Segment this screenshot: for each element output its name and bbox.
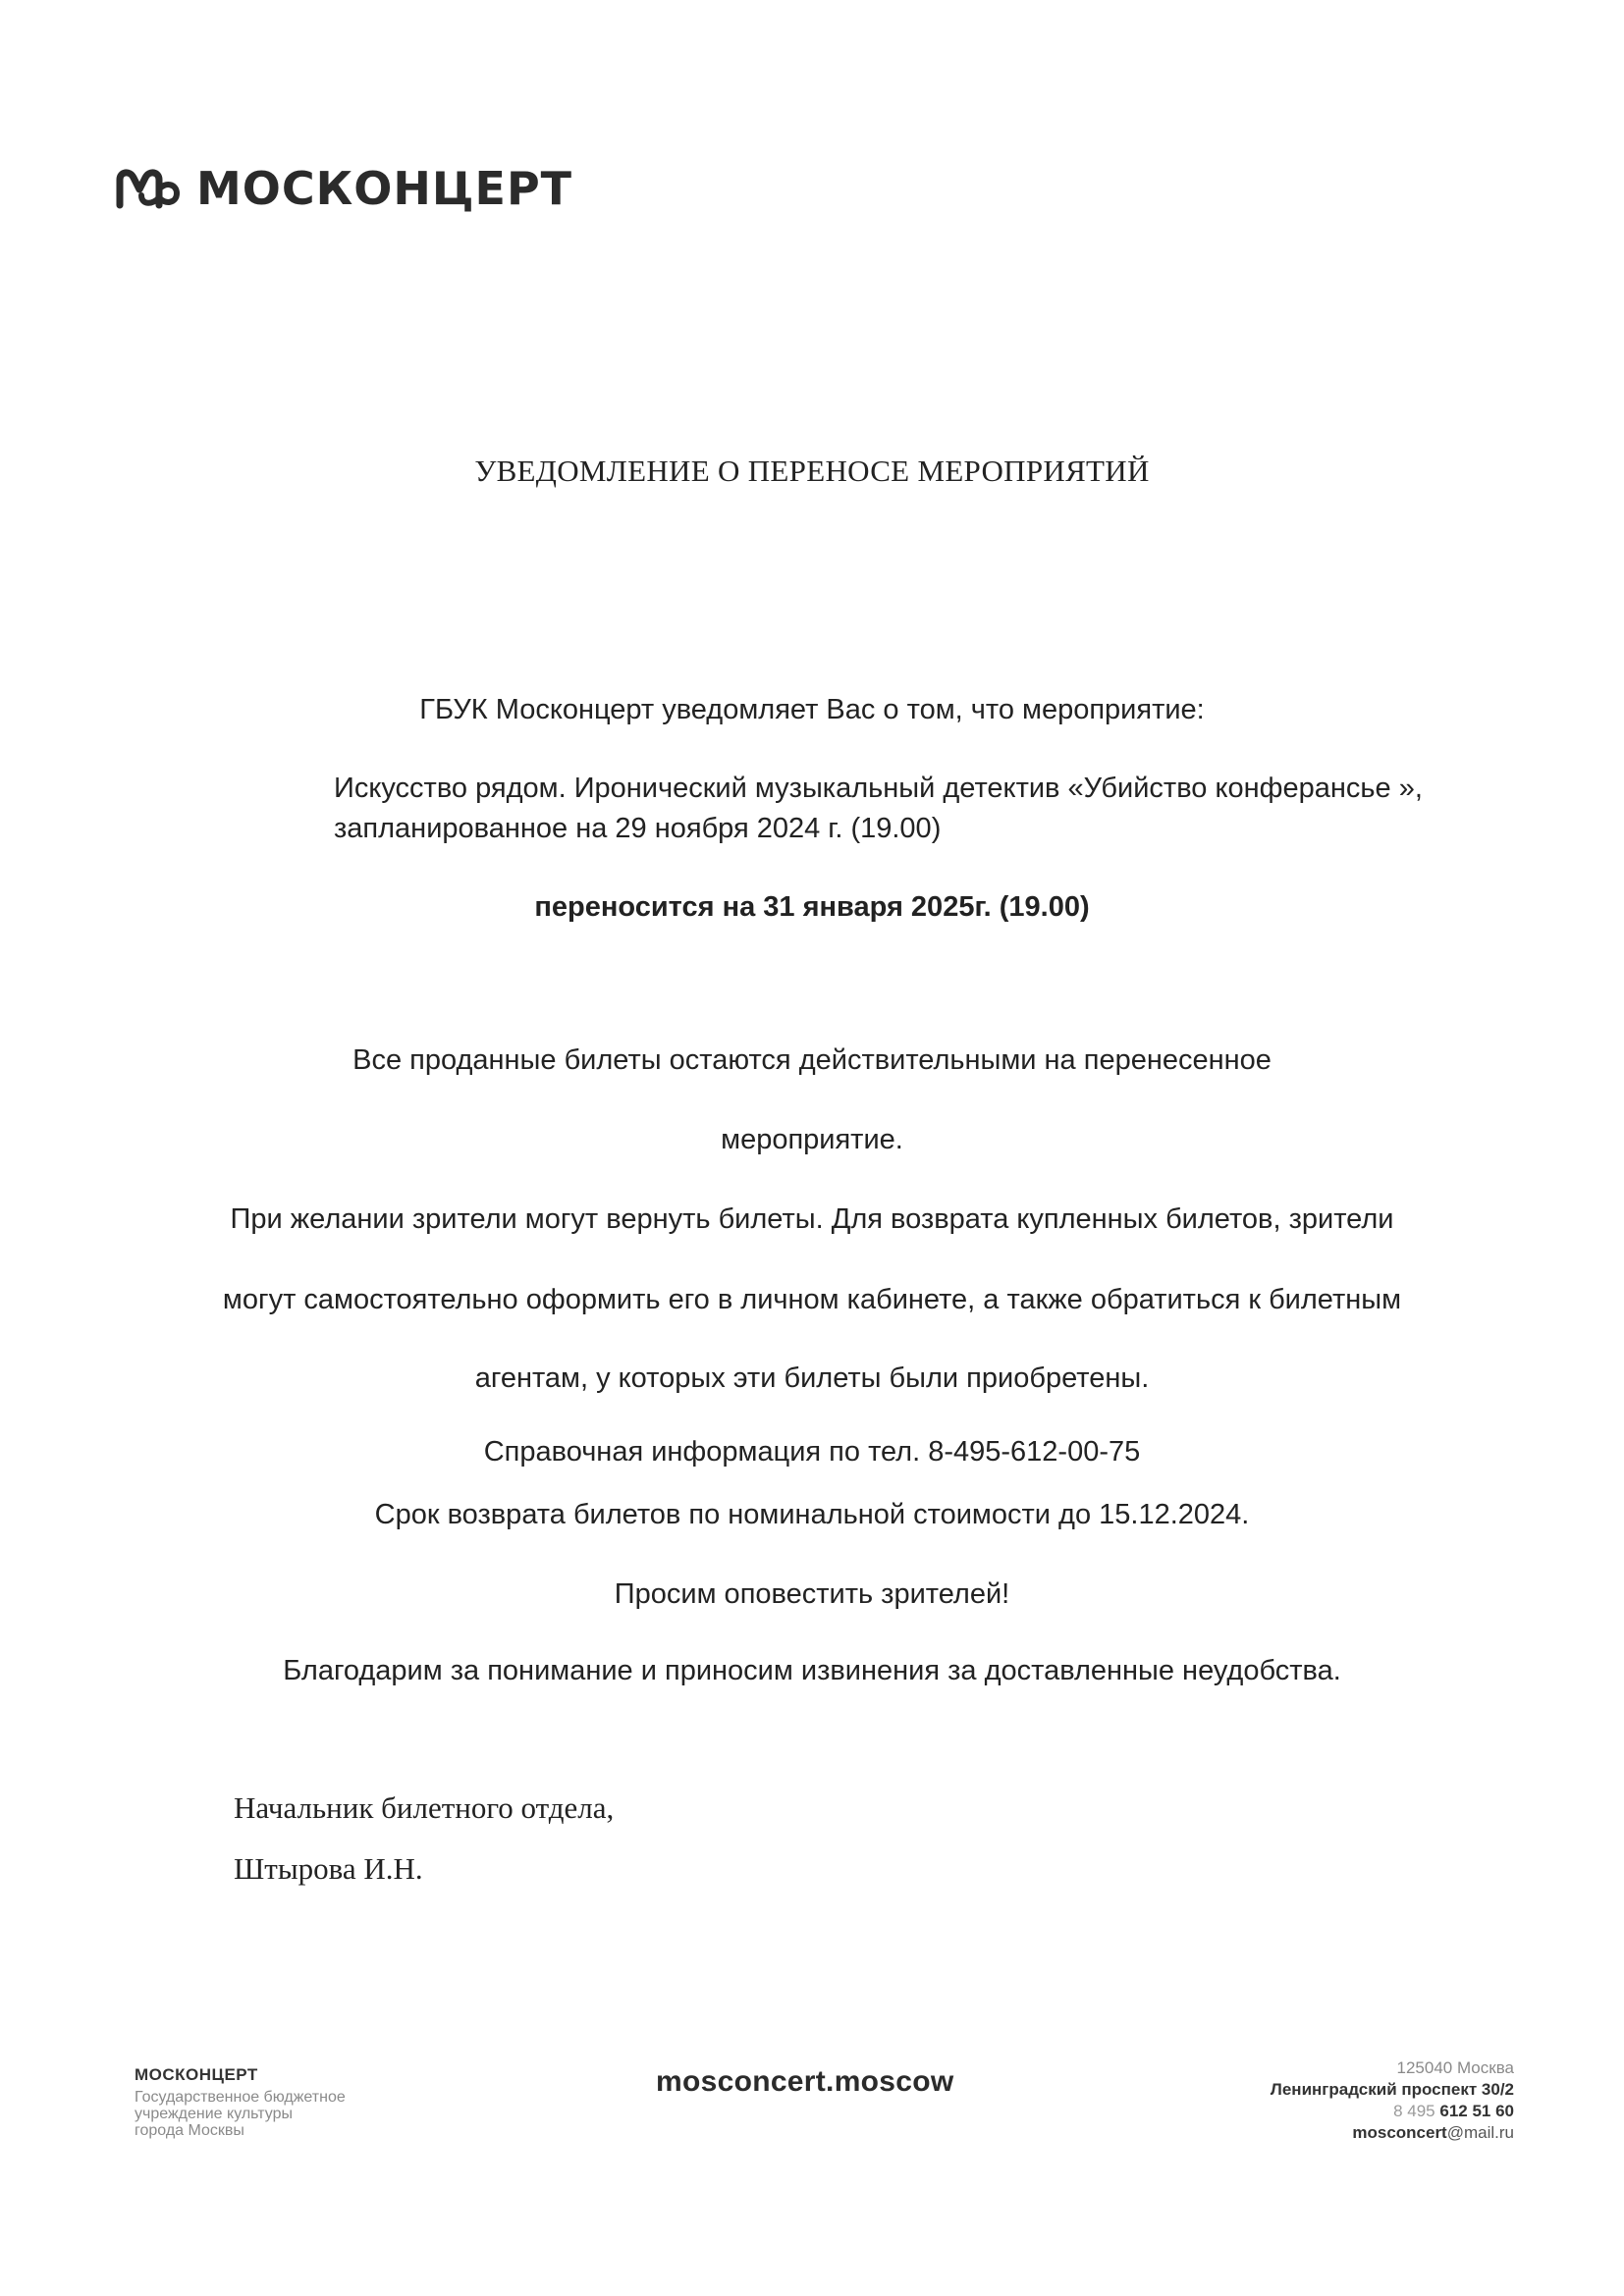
notify-text: Просим оповестить зрителей! bbox=[614, 1578, 1010, 1610]
footer-website-link[interactable]: mosconcert.moscow bbox=[656, 2065, 954, 2098]
footer-address-line2: Ленинградский проспект 30/2 bbox=[1270, 2080, 1514, 2099]
event-original-date: запланированное на 29 ноября 2024 г. (19.00) bbox=[334, 813, 942, 844]
phone-info: Справочная информация по тел. 8-495-612-00-75 bbox=[483, 1436, 1141, 1468]
tickets-valid-line2: мероприятие. bbox=[721, 1124, 903, 1155]
footer-org-line: города Москвы bbox=[135, 2122, 244, 2139]
footer-organization bbox=[135, 2065, 346, 2139]
document-title: УВЕДОМЛЕНИЕ О ПЕРЕНОСЕ МЕРОПРИЯТИЙ bbox=[474, 454, 1150, 488]
footer-phone bbox=[1271, 2101, 1514, 2122]
footer-contacts bbox=[1271, 2057, 1514, 2144]
footer-address-line1: 125040 Москва bbox=[1396, 2058, 1514, 2077]
mosconcert-emblem-icon bbox=[116, 166, 181, 211]
refund-deadline: Срок возврата билетов по номинальной стоимости до 15.12.2024. bbox=[374, 1499, 1250, 1530]
footer-phone-prefix: 8 495 bbox=[1393, 2102, 1435, 2120]
footer-org-name: МОСКОНЦЕРТ bbox=[135, 2065, 258, 2084]
event-name: Искусство рядом. Иронический музыкальный детектив «Убийство конферансье », bbox=[334, 773, 1423, 804]
refund-line2: могут самостоятельно оформить его в личном кабинете, а также обратиться к билетным bbox=[222, 1284, 1402, 1315]
new-date-text: переносится на 31 января 2025г. (19.00) bbox=[534, 891, 1090, 923]
tickets-valid-line1: Все проданные билеты остаются действительными на перенесенное bbox=[352, 1044, 1272, 1076]
footer-org-line: Государственное бюджетное bbox=[135, 2089, 346, 2106]
footer-email-domain: @mail.ru bbox=[1446, 2123, 1514, 2142]
mosconcert-logo bbox=[116, 159, 572, 218]
footer-email-user: mosconcert bbox=[1352, 2123, 1447, 2142]
signer-name: Штырова И.Н. bbox=[234, 1851, 423, 1886]
brand-name: МОСКОНЦЕРТ bbox=[196, 162, 573, 215]
refund-line1: При желании зрители могут вернуть билеты. Для возврата купленных билетов, зрители bbox=[230, 1203, 1394, 1235]
footer-phone-number: 612 51 60 bbox=[1439, 2102, 1514, 2120]
thanks-text: Благодарим за понимание и приносим извинения за доставленные неудобства. bbox=[283, 1655, 1341, 1686]
intro-text: ГБУК Москонцерт уведомляет Вас о том, что мероприятие: bbox=[419, 694, 1205, 725]
footer-org-line: учреждение культуры bbox=[135, 2106, 293, 2122]
refund-line3: агентам, у которых эти билеты были приобретены. bbox=[474, 1362, 1150, 1394]
signer-position: Начальник билетного отдела, bbox=[234, 1790, 615, 1825]
footer-email[interactable] bbox=[1271, 2122, 1514, 2144]
